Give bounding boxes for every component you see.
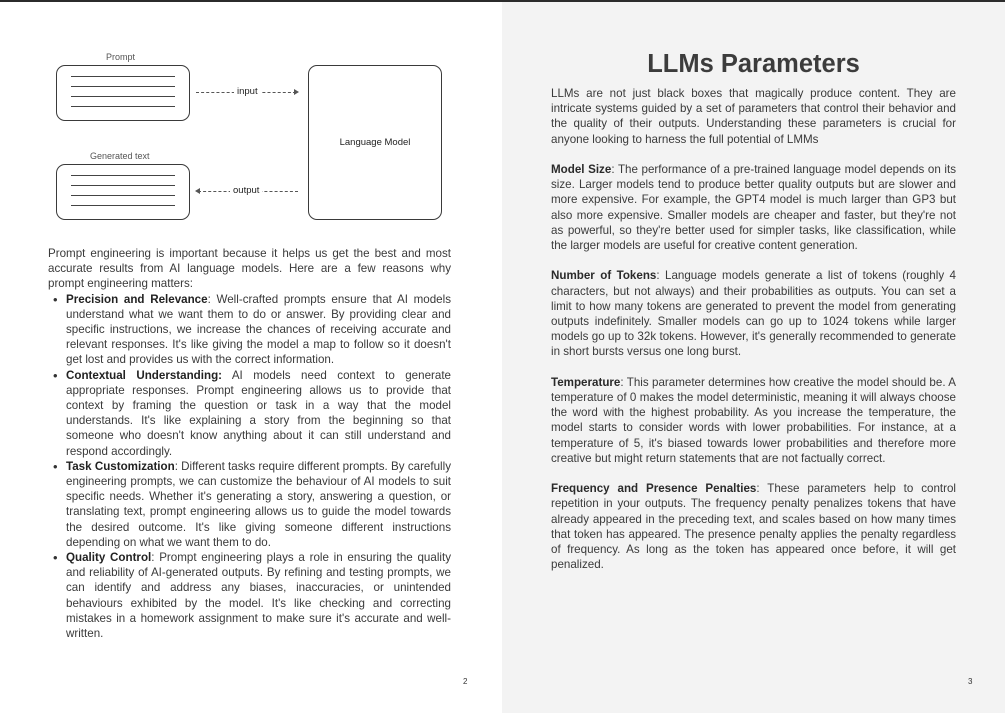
- right-page: [502, 2, 1005, 713]
- parameter-paragraph: [551, 481, 956, 572]
- parameter-paragraph: [551, 162, 956, 253]
- bullet-term: Contextual Understanding:: [66, 368, 223, 382]
- reasons-list: [48, 292, 451, 642]
- list-item: [66, 550, 451, 641]
- generated-text-box: [56, 164, 190, 220]
- parameter-term: Number of Tokens: [551, 269, 657, 283]
- prompt-label: Prompt: [106, 52, 136, 62]
- bullet-text: AI models need context to generate appropriate responses. Prompt engineering allows us to provide that context by framing the question or task in a way that the model understands. It's like explaining a story from the beginning so that someone who doesn't know anything about it can still understand and respond accordingly.: [66, 368, 451, 458]
- parameter-paragraph: [551, 375, 956, 466]
- bullet-text: : Prompt engineering plays a role in ensuring the quality and reliability of AI-generated outputs. By refining and testing prompts, we can identify and address any biases, inaccuracies, or unintended behaviours exhibited by the model. It's like checking and correcting mistakes in a homework assignment to make sure it's accurate and well-written.: [66, 551, 451, 641]
- left-body-text: [48, 246, 451, 641]
- page-number-right: 3: [968, 677, 973, 686]
- left-page: [0, 2, 502, 713]
- output-label: output: [230, 185, 262, 196]
- list-item: [66, 368, 451, 459]
- parameter-text: : These parameters help to control repetition in your outputs. The frequency penalty penalizes tokens that have already appeared in the preceding text, and scales based on how many times that token has appeared. The presence penalty applies the penalty regardless of frequency. As long as the token has appeared once before, it will get penalized.: [551, 482, 956, 572]
- left-intro-paragraph: Prompt engineering is important because it helps us get the best and most accurate results from AI language models. Here are a few reasons why prompt engineering matters:: [48, 247, 451, 291]
- language-model-label: Language Model: [339, 137, 411, 148]
- output-arrowhead-icon: [195, 188, 200, 194]
- parameter-text: : This parameter determines how creative the model should be. A temperature of 0 makes the model deterministic, meaning it will always choose the word with the highest probability. As you increase the temperature, the model starts to consider words with lower probabilities. For instance, at a temperature of 5, it's biased towards lower probabilities and therefore more creative but might return statements that are not factually correct.: [551, 375, 956, 465]
- right-body-text: [551, 86, 956, 588]
- right-intro-paragraph: LLMs are not just black boxes that magically produce content. They are intricate systems guided by a set of parameters that control their behavior and the quality of their outputs. Understanding these parameters is crucial for anyone looking to harness the full potential of LMMs: [551, 87, 956, 146]
- parameter-text: : The performance of a pre-trained language model depends on its size. Larger models tend to produce better quality outputs but are slower and more expensive. For example, the GPT4 model is much larger than GP3 but also more expensive. Smaller models are cheaper and faster, but they're not as powerful, so they're better used for simpler tasks, like classification, while the larger models are useful for creative content generation.: [551, 163, 956, 253]
- bullet-term: Precision and Relevance: [66, 292, 208, 306]
- input-label: input: [234, 86, 261, 97]
- prompt-diagram: [0, 2, 502, 242]
- list-item: [66, 292, 451, 368]
- language-model-box: [308, 65, 442, 220]
- generated-text-label: Generated text: [90, 151, 150, 161]
- bullet-text: : Well-crafted prompts ensure that AI models understand what we want them to do or answer. By providing clear and specific instructions, we increase the chances of receiving accurate and relevant responses. It's like giving the model a map to follow so it doesn't get lost and provides us with the correct information.: [66, 292, 451, 367]
- prompt-box: [56, 65, 190, 121]
- input-arrowhead-icon: [294, 89, 299, 95]
- bullet-term: Quality Control: [66, 551, 152, 565]
- page-number-left: 2: [463, 677, 468, 686]
- page-title: LLMs Parameters: [647, 50, 860, 78]
- parameter-text: : Language models generate a list of tokens (roughly 4 characters, but not always) and their probabilities as outputs. You can set a limit to how many tokens are generated to prevent the model from generating outputs indefinitely. Smaller models can go up to 1024 tokens while larger models go up to 32k tokens. However, it's generally recommended to generate in short bursts versus one long burst.: [551, 269, 957, 359]
- parameter-term: Frequency and Presence Penalties: [551, 482, 757, 496]
- bullet-text: : Different tasks require different prompts. By carefully engineering prompts, we can customize the behaviour of AI models to suit specific needs. Whether it's generating a story, answering a question, or translating text, prompt engineering allows us to guide the model towards the desired outcome. It's like giving someone different instructions depending on what we want them to do.: [66, 459, 451, 549]
- bullet-term: Task Customization: [66, 459, 175, 473]
- list-item: [66, 459, 451, 550]
- parameter-term: Temperature: [551, 375, 621, 389]
- parameter-term: Model Size: [551, 163, 612, 176]
- parameter-paragraph: [551, 268, 956, 359]
